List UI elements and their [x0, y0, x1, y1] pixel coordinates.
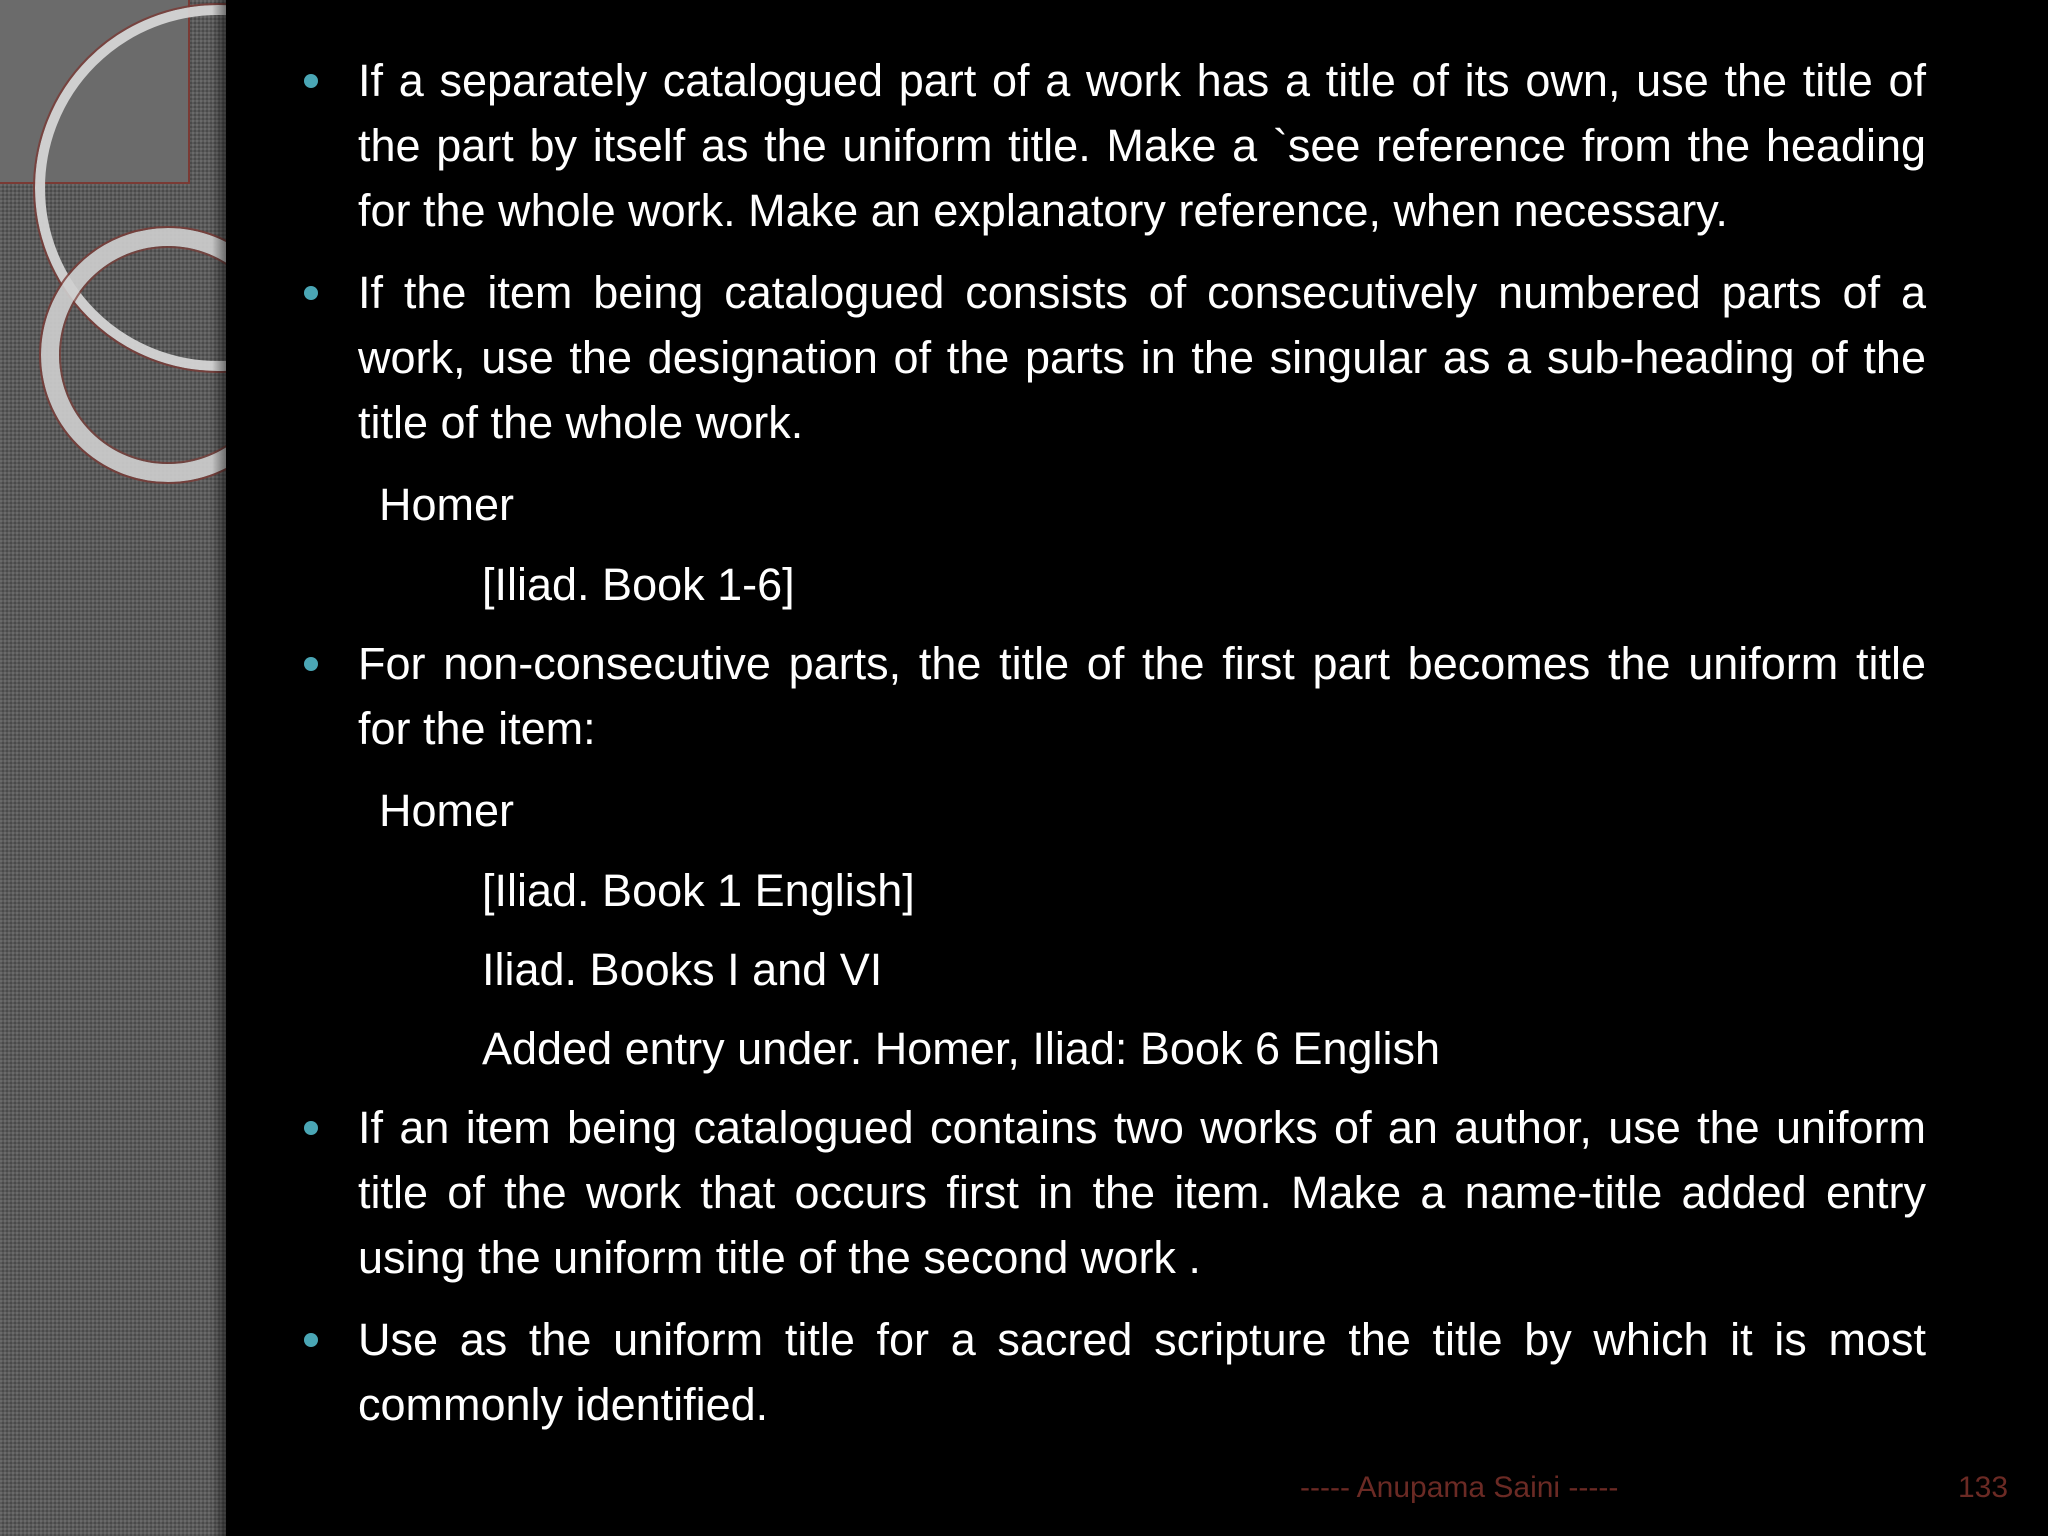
- bullet-item-consecutive-parts: [286, 260, 1926, 455]
- footer-page-number: 133: [1958, 1471, 2009, 1504]
- example2-line: [Iliad. Book 1 English]: [482, 865, 915, 916]
- bullet-dot-icon: [304, 286, 318, 300]
- bullet-item-sacred-scripture: [286, 1307, 1926, 1437]
- decorative-rings-graphic: [0, 0, 226, 520]
- example1-author: Homer: [379, 479, 515, 530]
- bullet-item-non-consecutive-parts: [286, 631, 1926, 761]
- example2-line: Iliad. Books I and VI: [482, 944, 883, 995]
- bullet-dot-icon: [304, 1121, 318, 1135]
- bullet-text: If the item being catalogued consists of consecutively numbered parts of a work, use the designation of the parts in the singular as a sub-heading of the title of the whole work.: [358, 267, 1926, 448]
- slide-content: [286, 48, 1926, 1454]
- bullet-dot-icon: [304, 1333, 318, 1347]
- bullet-item-two-works: [286, 1095, 1926, 1290]
- bullet-dot-icon: [304, 657, 318, 671]
- bullet-text: If a separately catalogued part of a work has a title of its own, use the title of the part by itself as the uniform title. Make a `see reference from the heading for the whole work. Make an explanatory reference, when necessary.: [358, 55, 1926, 236]
- footer-author: ----- Anupama Saini -----: [1300, 1471, 1619, 1504]
- bullet-text: If an item being catalogued contains two works of an author, use the uniform title of the work that occurs first in the item. Make a name-title added entry using the uniform title of the second work .: [358, 1102, 1926, 1283]
- bullet-dot-icon: [304, 74, 318, 88]
- example1-title: [Iliad. Book 1-6]: [482, 559, 795, 610]
- example2-line: Added entry under. Homer, Iliad: Book 6 English: [482, 1023, 1441, 1074]
- bullet-text: For non-consecutive parts, the title of the first part becomes the uniform title for the item:: [358, 638, 1926, 754]
- example2-author: Homer: [379, 785, 515, 836]
- bullet-item-separate-part: [286, 48, 1926, 243]
- bullet-text: Use as the uniform title for a sacred scripture the title by which it is most commonly identified.: [358, 1314, 1926, 1430]
- decorative-side-panel: [0, 0, 226, 1536]
